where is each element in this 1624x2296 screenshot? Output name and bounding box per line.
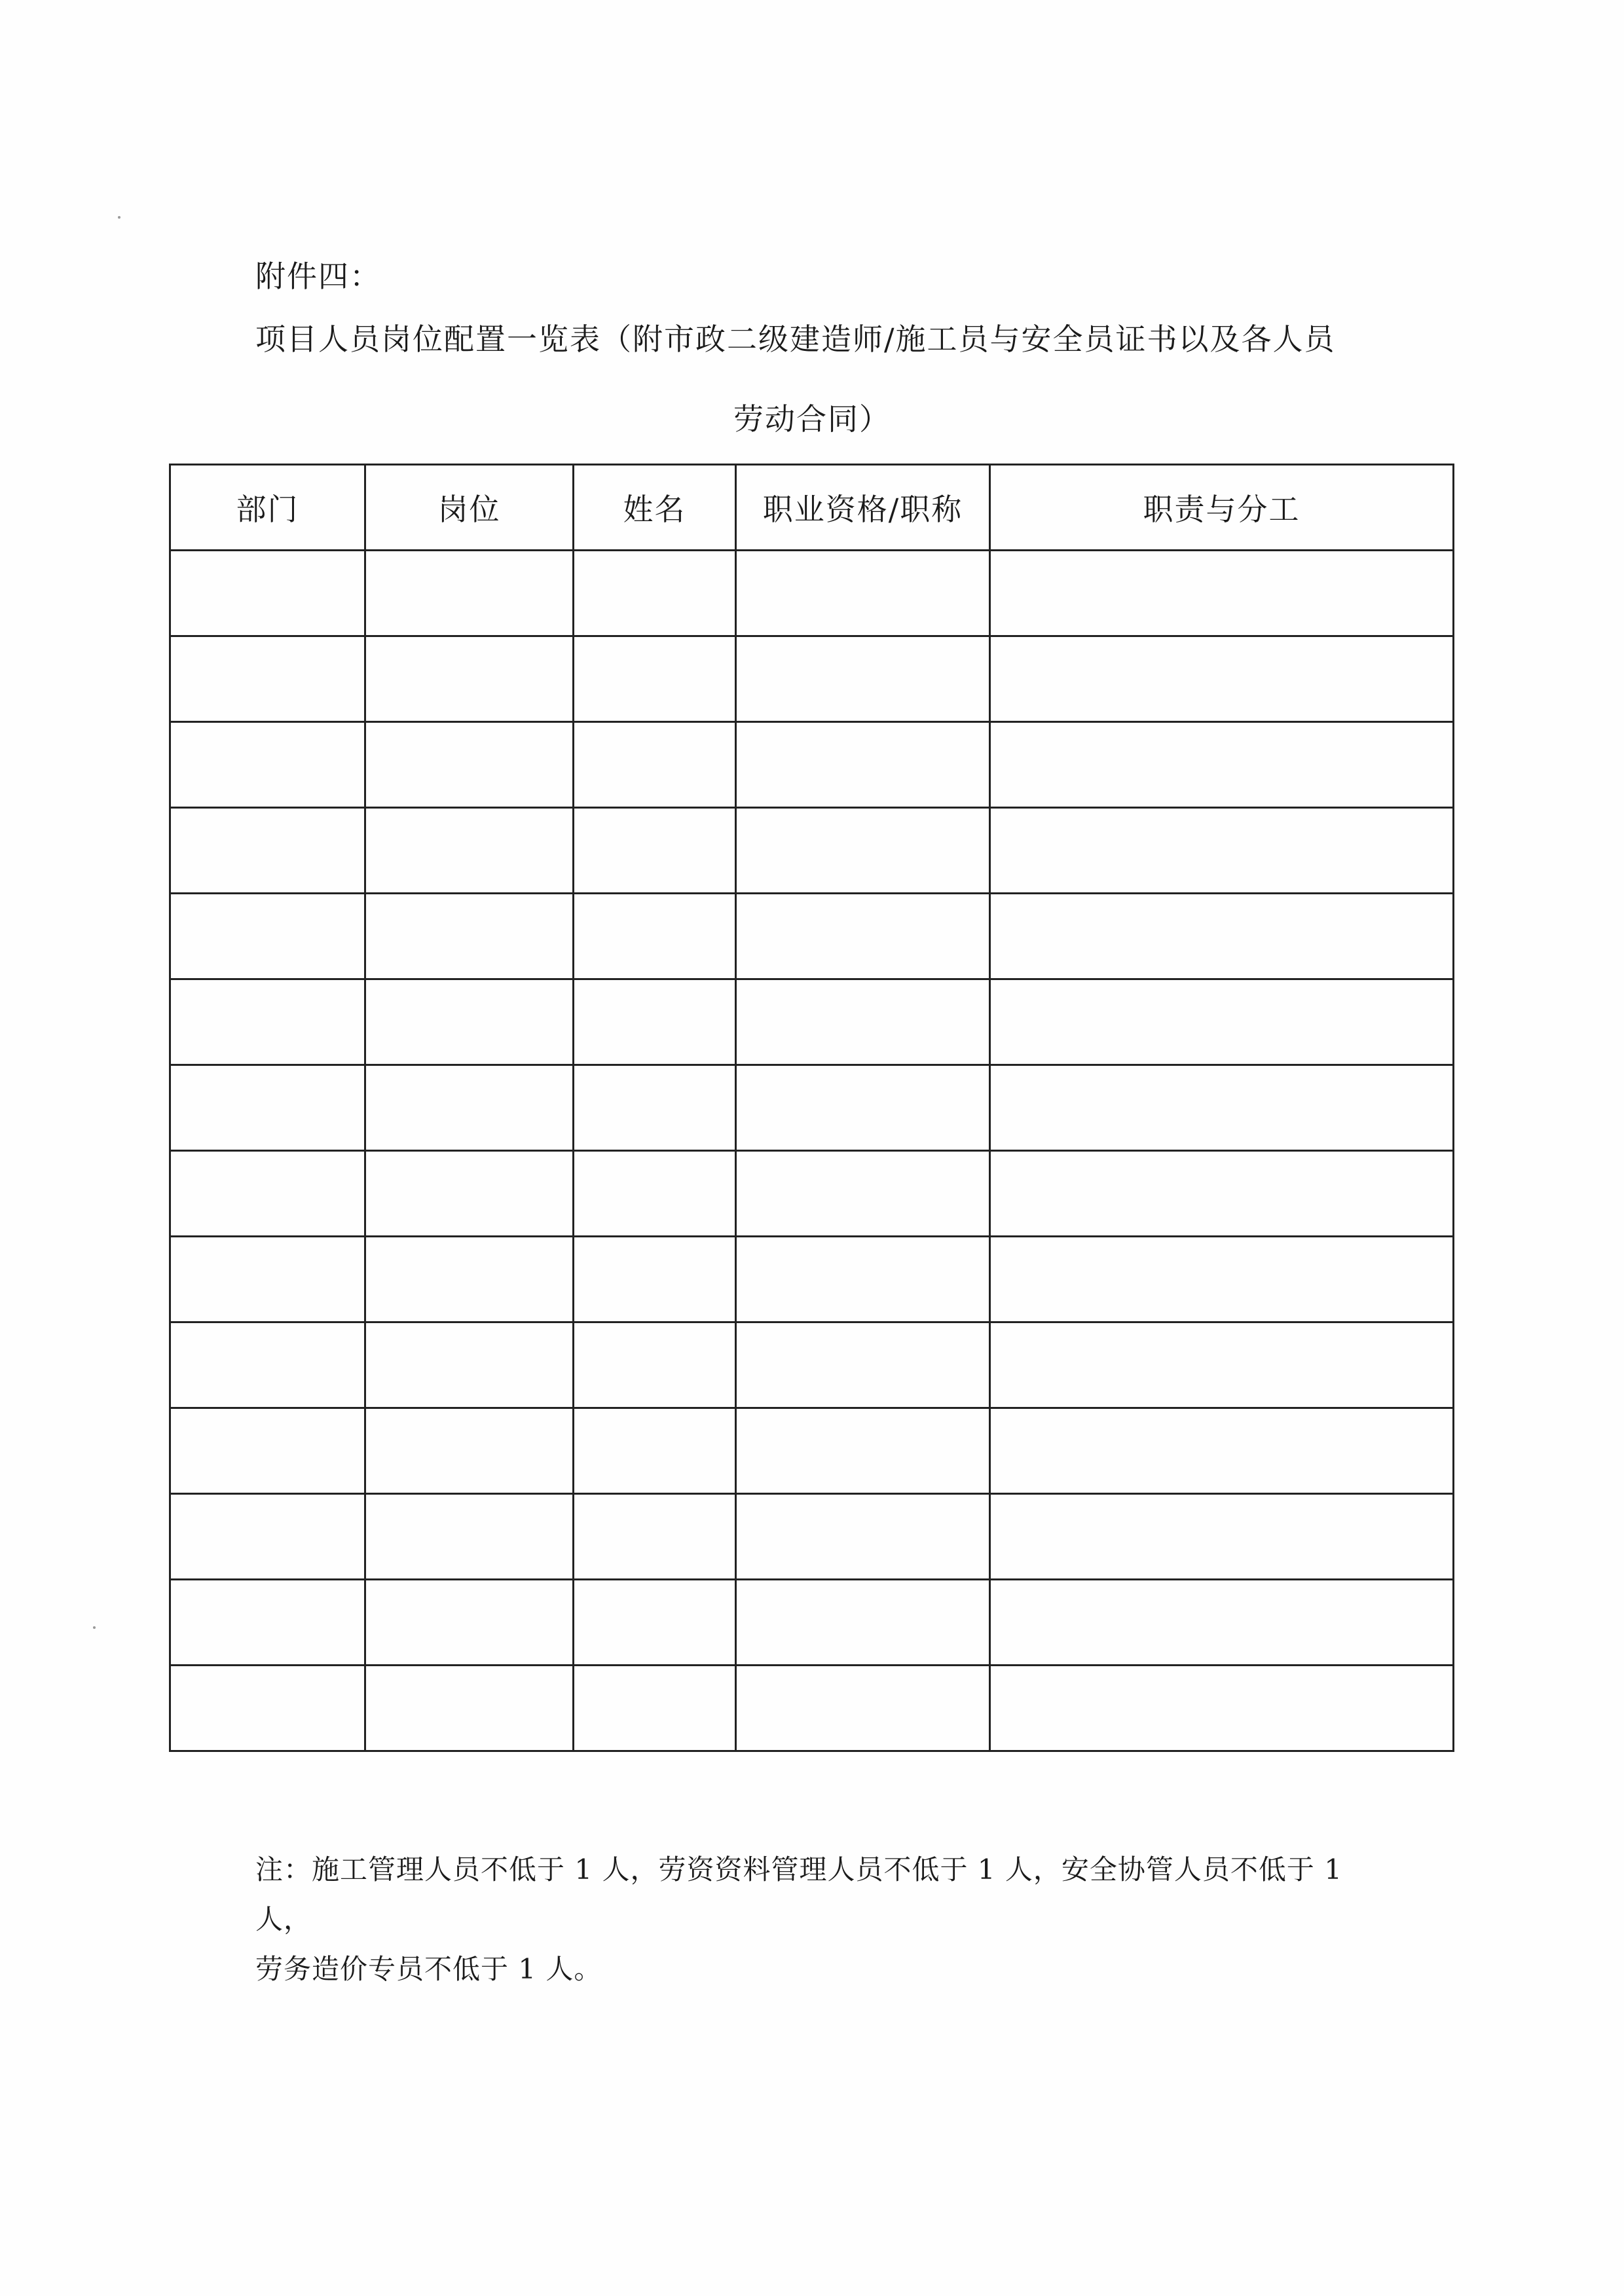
table-cell — [574, 894, 736, 979]
table-row — [170, 1580, 1454, 1666]
table-cell — [736, 1580, 990, 1666]
table-row — [170, 551, 1454, 636]
table-cell — [574, 1322, 736, 1408]
table-cell — [990, 636, 1454, 722]
table-cell — [170, 1065, 365, 1151]
table-cell — [170, 551, 365, 636]
table-cell — [365, 1580, 574, 1666]
table-cell — [990, 1580, 1454, 1666]
table-cell — [365, 1494, 574, 1580]
table-cell — [365, 551, 574, 636]
table-cell — [990, 808, 1454, 894]
header-duties: 职责与分工 — [990, 465, 1454, 551]
table-cell — [990, 1237, 1454, 1322]
table-header-row — [170, 465, 1454, 551]
table-row — [170, 1322, 1454, 1408]
table-body — [170, 551, 1454, 1751]
header-qualification: 职业资格/职称 — [736, 465, 990, 551]
note-line-1: 施工管理人员不低于 1 人，劳资资料管理人员不低于 1 人，安全协管人员不低于 1 人， — [255, 1853, 1342, 1935]
table-row — [170, 1408, 1454, 1494]
table-cell — [736, 551, 990, 636]
table-cell — [365, 1151, 574, 1237]
table-cell — [736, 1666, 990, 1751]
table-cell — [990, 1408, 1454, 1494]
scan-speck — [118, 216, 120, 219]
table-cell — [365, 1065, 574, 1151]
table-cell — [574, 1580, 736, 1666]
table-cell — [574, 722, 736, 808]
table-cell — [365, 636, 574, 722]
note-label: 注： — [255, 1853, 312, 1886]
table-row — [170, 636, 1454, 722]
table-cell — [170, 1151, 365, 1237]
table-cell — [574, 808, 736, 894]
table-cell — [990, 551, 1454, 636]
table-cell — [990, 979, 1454, 1065]
table-row — [170, 979, 1454, 1065]
table-cell — [990, 722, 1454, 808]
table-cell — [170, 1237, 365, 1322]
table-cell — [736, 1494, 990, 1580]
table-cell — [365, 808, 574, 894]
table-row — [170, 722, 1454, 808]
table-cell — [170, 1322, 365, 1408]
table-cell — [365, 1408, 574, 1494]
table-cell — [574, 551, 736, 636]
table-cell — [170, 1408, 365, 1494]
header-department: 部门 — [170, 465, 365, 551]
table-cell — [990, 1065, 1454, 1151]
header-position: 岗位 — [365, 465, 574, 551]
table-cell — [574, 1494, 736, 1580]
table-row — [170, 1065, 1454, 1151]
document-title: 项目人员岗位配置一览表（附市政二级建造师/施工员与安全员证书以及各人员 — [255, 321, 1336, 357]
table-cell — [736, 1408, 990, 1494]
table-cell — [365, 722, 574, 808]
table-cell — [736, 1065, 990, 1151]
table-row — [170, 1237, 1454, 1322]
table-row — [170, 1666, 1454, 1751]
table-cell — [736, 808, 990, 894]
table-cell — [574, 1408, 736, 1494]
table-cell — [574, 979, 736, 1065]
table-cell — [736, 1237, 990, 1322]
header-name: 姓名 — [574, 465, 736, 551]
table-cell — [365, 1322, 574, 1408]
table-cell — [574, 1151, 736, 1237]
table-cell — [736, 636, 990, 722]
table-cell — [736, 722, 990, 808]
table-cell — [736, 894, 990, 979]
table-cell — [170, 1580, 365, 1666]
table-cell — [170, 722, 365, 808]
table-row — [170, 1494, 1454, 1580]
table-cell — [990, 894, 1454, 979]
table-cell — [170, 636, 365, 722]
table-cell — [574, 636, 736, 722]
scan-speck — [93, 1626, 96, 1629]
table-cell — [736, 1322, 990, 1408]
table-cell — [990, 1494, 1454, 1580]
table-row — [170, 808, 1454, 894]
document-title-continued: 劳动合同） — [733, 401, 891, 437]
table-cell — [365, 894, 574, 979]
table-cell — [365, 979, 574, 1065]
table-cell — [365, 1237, 574, 1322]
table-cell — [736, 1151, 990, 1237]
table-cell — [170, 979, 365, 1065]
table-cell — [736, 979, 990, 1065]
table-cell — [170, 894, 365, 979]
table-cell — [990, 1151, 1454, 1237]
table-cell — [574, 1666, 736, 1751]
table-cell — [170, 1494, 365, 1580]
table-cell — [170, 808, 365, 894]
staff-allocation-table — [169, 464, 1454, 1752]
table-cell — [574, 1237, 736, 1322]
footnote — [255, 1845, 1408, 1994]
table-cell — [170, 1666, 365, 1751]
table-cell — [365, 1666, 574, 1751]
table-cell — [990, 1322, 1454, 1408]
note-line-2: 劳务造价专员不低于 1 人。 — [255, 1953, 602, 1985]
table-row — [170, 894, 1454, 979]
attachment-label: 附件四： — [255, 259, 381, 294]
table-cell — [990, 1666, 1454, 1751]
table-row — [170, 1151, 1454, 1237]
table-cell — [574, 1065, 736, 1151]
